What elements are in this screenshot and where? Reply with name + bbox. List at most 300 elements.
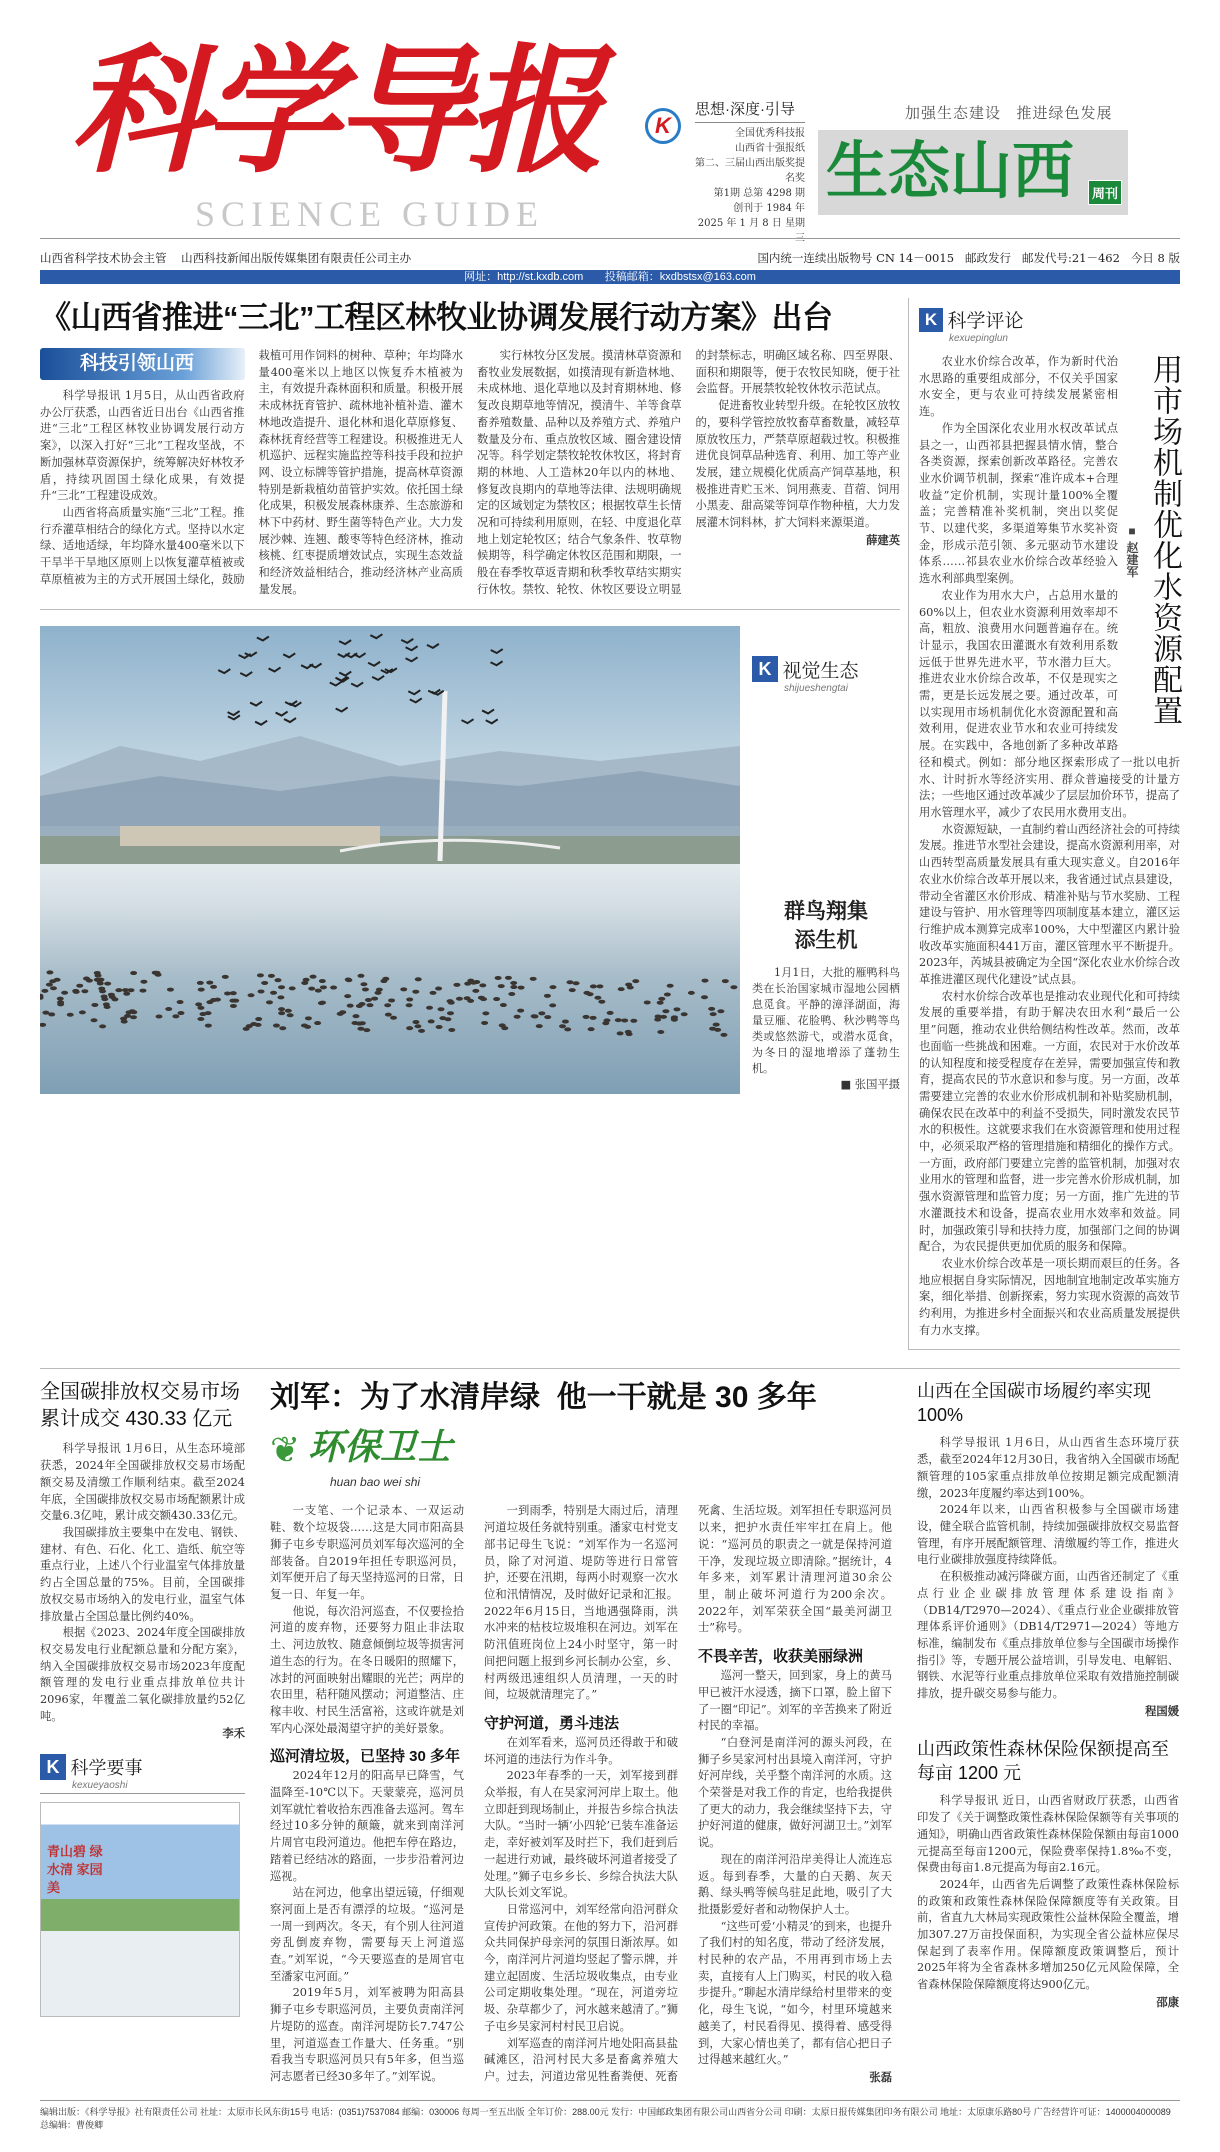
water-bird xyxy=(206,980,213,984)
feature-headline: 刘军：为了水清岸绿 他一干就是 30 多年 xyxy=(270,1381,817,1415)
footer-divider xyxy=(40,2100,1180,2101)
paragraph: 农业水价综合改革，作为新时代治水思路的重要组成部分，不仅关乎国家水安全，更与农业可持续发展紧密相连。 xyxy=(919,355,1118,419)
byline: 李禾 xyxy=(222,1726,245,1741)
water-bird xyxy=(436,1024,443,1028)
water-bird xyxy=(564,1027,571,1031)
water-bird xyxy=(91,1018,98,1022)
water-bird xyxy=(67,1012,74,1016)
water-bird xyxy=(722,979,729,983)
water-bird xyxy=(197,980,204,984)
water-bird xyxy=(230,991,237,995)
water-bird xyxy=(630,1018,637,1022)
water-bird xyxy=(569,988,576,992)
water-bird xyxy=(621,1018,628,1022)
water-bird xyxy=(91,1002,98,1006)
water-bird xyxy=(720,1032,727,1036)
water-bird xyxy=(447,1011,454,1015)
water-bird xyxy=(464,981,471,985)
water-bird xyxy=(81,989,88,993)
honors-list xyxy=(690,126,805,246)
water-bird xyxy=(390,1015,397,1019)
water-bird xyxy=(671,1017,678,1021)
masthead-logo: 科学导报 xyxy=(70,36,599,189)
water-bird xyxy=(154,970,161,974)
paragraph: 2024年以来，山西省积极参与全国碳市场建设，健全联合监管机制，持续加强碳排放权交易监督管理，有序开展配额管理、清缴履约等工作，推进火电行业碳排放强度持续降低。 xyxy=(917,1503,1179,1567)
water-bird xyxy=(625,1029,632,1033)
water-bird xyxy=(536,1024,543,1028)
water-bird xyxy=(573,981,580,985)
paragraph: 促进畜牧业转型升级。在轮牧区放牧的，要科学管控放牧畜草畜数量，减轻草原放牧压力，严禁草原超载过牧。积极推进优良饲草品种选育、利用、加工等产业发展，建立规模化优质高产饲草基地，积极推进青贮玉米、饲用燕麦、苜蓿、饲用小黑麦、甜高粱等饲草作物种植，大力发展灌木饲料林，扩大饲料来源渠道。 xyxy=(695,399,900,530)
paragraph: 农村水价综合改革也是推动农业现代化和可持续发展的重要举措，有助于解决农田水利“最后一公里”问题，推动农业供给侧结构性改革。然而，改革也面临一些挑战和困难。一方面，农民对于水价改革的认知程度和接受程度存在差异，需要加强宣传和教育，提高农民的节水意识和参与度。另一方面，改革需要建立完善的农业水价形成机制和补贴奖励机制，确保农民在改革中的利益不受损失，同时激发农民节水的积极性。这就要求我们在水资源管理和使用过程中，必须采取严格的管理措施和精细化的操作方式。一方面，政府部门要建立完善的监管机制，加强对农业用水的管理和监督，进一步完善水价形成机制，加强水资源管理和监管力度；另一方面，推广先进的节水灌溉技术和设备，提高农业用水效率和效益。同时，加强政策引导和扶持力度，加强部门之间的协调配合，为农民提供更加优质的服务和保障。 xyxy=(919,989,1180,1254)
water-bird xyxy=(655,1014,662,1018)
masthead-divider xyxy=(40,238,1180,239)
water-bird xyxy=(345,978,352,982)
water-bird xyxy=(365,997,372,1001)
water-bird xyxy=(257,973,264,977)
honor-line: 全国优秀科技报 xyxy=(735,128,805,139)
email-link[interactable]: 投稿邮箱：kxdbstsx@163.com xyxy=(604,271,756,283)
water-bird xyxy=(566,980,573,984)
website-link[interactable]: 网址：http://st.kxdb.com xyxy=(464,271,584,283)
water-bird xyxy=(657,1030,664,1034)
water-bird xyxy=(314,1021,321,1025)
section-label-commentary xyxy=(919,306,1180,344)
water-bird xyxy=(301,1023,308,1027)
water-bird xyxy=(380,979,387,983)
water-bird xyxy=(400,987,407,991)
water-bird xyxy=(426,1005,433,1009)
water-bird xyxy=(359,1021,366,1025)
water-bird xyxy=(508,992,515,996)
contact-bar xyxy=(40,270,1180,284)
water-bird xyxy=(351,1021,358,1025)
water-bird xyxy=(210,998,217,1002)
byline: 张磊 xyxy=(869,2069,892,2084)
footer-info: 编辑出版：《科学导报》社有限责任公司 社址：太原市长风东街15号 电话：(0351)7537084 邮编：030006 每周一至五出版 全年订价：288.00元 发行：中国邮政集团有限公司山西省分公司 印刷：太原日报传媒集团印务有限公司 地址：太原康乐路80号 广告经营许可证：1400004000089 总编辑：曹俊卿 xyxy=(40,2106,1171,2130)
flying-bird xyxy=(255,720,267,724)
left-column xyxy=(40,1379,245,2085)
water-bird xyxy=(453,982,460,986)
water-bird xyxy=(662,1009,669,1013)
section-label-briefs xyxy=(40,1754,245,1794)
water-bird xyxy=(195,1002,202,1006)
paragraph: 2024年12月的阳高早已降雪，气温降至-10℃以下。天蒙蒙亮，巡河员刘军就忙着收拾东西准备去巡河。驾车经过10多分钟的颠簸，就来到南洋河片周官屯段河道边。他把车停在路边，踏着已经结冰的路面，一步步沿着河边巡视。 xyxy=(270,1769,464,1883)
photo-title xyxy=(752,897,900,955)
water-bird xyxy=(607,1010,614,1014)
subsection-title: 巡河清垃圾，已坚持 30 多年 xyxy=(270,1748,461,1766)
flying-bird xyxy=(240,672,252,676)
water-bird xyxy=(278,985,285,989)
water-bird xyxy=(255,1022,262,1026)
flying-bird xyxy=(351,682,363,686)
briefs-thumbnail[interactable] xyxy=(40,1802,240,2017)
water-bird xyxy=(167,987,174,991)
photo-credit: ■ 张国平摄 xyxy=(840,1077,900,1091)
water-bird xyxy=(177,1000,184,1004)
water-bird xyxy=(590,1015,597,1019)
water-bird xyxy=(101,997,108,1001)
headline-line: 全国碳排放权交易市场 xyxy=(40,1381,240,1404)
water-bird xyxy=(95,973,102,977)
water-bird xyxy=(717,1009,724,1013)
flying-bird xyxy=(491,661,503,665)
commentary-box xyxy=(908,298,1180,1350)
lead-article-body xyxy=(40,348,900,599)
water-bird xyxy=(544,993,551,997)
water-bird xyxy=(456,996,463,1000)
water-bird xyxy=(714,1027,721,1031)
paragraph: “这些可爱‘小精灵’的到来，也提升了我们村的知名度，带动了经济发展，村民种的农产品，不用再到市场上去卖，直接有人上门购买，村民的收入稳步提升。”聊起水清岸绿给村里带来的变化，母生飞说，“如今，村里环境越来越美了，村民看得见、摸得着、感受得到，大家心情也美了，都有信心把日子过得越来越红火。” xyxy=(698,1919,892,2067)
paragraph: 科学导报讯 1月6日，从生态环境部获悉，2024年全国碳排放权交易市场配额交易及清缴工作顺利结束。截至2024年底，全国碳排放权交易市场配额累计成交量6.3亿吨，累计成交额430.33亿元。 xyxy=(40,1442,245,1523)
water-bird xyxy=(50,986,57,990)
water-bird xyxy=(319,979,326,983)
water-bird xyxy=(178,1011,185,1015)
water-bird xyxy=(596,984,603,988)
water-bird xyxy=(46,970,53,974)
water-bird xyxy=(352,1014,359,1018)
water-bird xyxy=(430,990,437,994)
section-label-visual xyxy=(752,656,900,694)
water-bird xyxy=(667,983,674,987)
water-bird xyxy=(197,1017,204,1021)
water-bird xyxy=(500,1003,507,1007)
water-bird xyxy=(76,983,83,987)
water-bird xyxy=(79,1010,86,1014)
paragraph: 2019年5月，刘军被聘为阳高县狮子屯乡专职巡河员，主要负责南洋河片堤防的巡查。南洋河堤防长7.747公里，河道巡查工作量大、任务重。“别看我当专职巡河员只有5年多，但当巡河志愿者已经30多年了。”刘军说。 xyxy=(270,1986,464,2083)
water-bird xyxy=(57,996,64,1000)
flying-bird xyxy=(427,643,439,647)
water-bird xyxy=(115,988,122,992)
water-bird xyxy=(625,982,632,986)
photo-side xyxy=(752,626,900,1094)
water-bird xyxy=(130,971,137,975)
section-title: 视觉生态 xyxy=(782,660,859,682)
right-column xyxy=(917,1379,1179,2085)
water-bird xyxy=(588,1027,595,1031)
flying-bird xyxy=(410,698,422,702)
water-bird xyxy=(673,1007,680,1011)
water-bird xyxy=(505,975,512,979)
flying-bird xyxy=(406,657,418,661)
flying-bird xyxy=(339,640,351,644)
slogan: 思想·深度·引导 xyxy=(695,98,805,123)
flying-bird xyxy=(336,707,348,711)
water-bird xyxy=(538,1011,545,1015)
flying-bird xyxy=(218,669,230,673)
leaf-icon: ❦ xyxy=(270,1430,301,1472)
feature-column xyxy=(270,1379,892,2085)
subsection-title: 不畏辛苦，收获美丽绿洲 xyxy=(698,1648,864,1666)
water-bird xyxy=(479,983,486,987)
water-bird xyxy=(412,989,419,993)
commentary-title: 用市场机制优化水资源配置 xyxy=(1148,354,1181,726)
paragraph: 站在河边，他拿出望远镜，仔细观察河面上是否有漂浮的垃圾。“巡河是一周一到两次。冬天，有个别人往河道旁乱倒废弃物，需要每天上河道巡查。”刘军说，“今天要巡查的是周官屯至潘家屯河面。” xyxy=(270,1886,464,1983)
byline: 薛建英 xyxy=(866,532,900,547)
flying-bird xyxy=(228,711,240,715)
flying-bird xyxy=(301,664,313,668)
news1-headline: 山西在全国碳市场履约率实现 100% xyxy=(917,1381,1151,1426)
water-bird xyxy=(308,986,315,990)
water-bird xyxy=(615,1018,622,1022)
masthead-english: SCIENCE GUIDE xyxy=(195,194,544,234)
photo-row xyxy=(40,626,900,1094)
water-bird xyxy=(730,985,737,989)
water-bird xyxy=(258,989,265,993)
water-bird xyxy=(266,1000,273,1004)
flying-bird xyxy=(372,675,384,679)
bird-photo xyxy=(40,626,740,1094)
k-logo-icon: K xyxy=(752,656,778,682)
column-logo-text: 环保卫士 xyxy=(308,1427,453,1468)
water-bird xyxy=(549,1003,556,1007)
k-logo-icon: K xyxy=(40,1754,66,1780)
flying-bird xyxy=(276,711,288,715)
water-bird xyxy=(549,985,556,989)
water-bird xyxy=(140,979,147,983)
water-bird xyxy=(359,1002,366,1006)
water-bird xyxy=(701,995,708,999)
water-bird xyxy=(559,1024,566,1028)
flying-bird xyxy=(486,719,498,723)
water-bird xyxy=(587,992,594,996)
water-bird xyxy=(255,1017,262,1021)
water-bird xyxy=(337,1011,344,1015)
water-bird xyxy=(594,995,601,999)
flying-bird xyxy=(482,709,494,713)
paragraph: 2024年，山西省先后调整了政策性森林保险标的政策和政策性森林保险保障额度等有关政策。目前，省直九大林局实现政策性公益林保险全覆盖，增加307.27万亩投保面积，为实现全省公益林应保尽保起到了表率作用。保障额度政策调整后，预计2025年将为全省森林多增加250亿元风险保障，全省森林保险保障额度将达900亿元。 xyxy=(917,1877,1179,1992)
water-bird xyxy=(590,984,597,988)
edition-banner xyxy=(818,130,1128,215)
water-bird xyxy=(129,1009,136,1013)
k-logo-icon: K xyxy=(919,308,943,332)
water-bird xyxy=(530,976,537,980)
water-bird xyxy=(274,978,281,982)
water-bird xyxy=(439,1016,446,1020)
water-bird xyxy=(406,1026,413,1030)
water-bird xyxy=(301,981,308,985)
water-bird xyxy=(371,996,378,1000)
water-bird xyxy=(518,985,525,989)
commentary-author: ■ 赵建军 xyxy=(1125,524,1139,578)
paragraph: 他说，每次沿河巡查，不仅要捡拾河道的废弃物，还要努力阻止非法取土、河边放牧、随意倾倒垃圾等损害河道生态的行为。在冬日暖阳的照耀下，冰封的河面映射出耀眼的光芒；两岸的农田里，秸秆随风摆动；河道整洁、庄稼丰收、村民生活富裕，这或许就是刘军内心深处最渴望守护的美好景象。 xyxy=(270,1604,464,1735)
section-divider xyxy=(40,609,900,610)
water-bird xyxy=(83,976,90,980)
water-bird xyxy=(139,988,146,992)
photo-title-line: 添生机 xyxy=(794,928,858,952)
flying-bird xyxy=(406,646,418,650)
news2-headline: 山西政策性森林保险保额提高至每亩 1200 元 xyxy=(917,1739,1169,1784)
honor-line: 创刊于 1984 年 xyxy=(733,203,805,214)
paragraph: 作为全国深化农业用水权改革试点县之一，山西祁县把握县情水情，整合各类资源，探索创新改革路径。完善农业水价调节机制，探索“准许成本+合理收益”定价机制，实现计量100%全覆盖；完善精准补奖机制，突出以奖促节、以建代奖，多渠道筹集节水奖补资金，形成示范引领、多元驱动节水建设体系……祁县农业水价综合改革经验入选水利部典型案例。 xyxy=(919,421,1118,586)
water-bird xyxy=(414,1024,421,1028)
water-bird xyxy=(99,1024,106,1028)
carbon-headline xyxy=(40,1379,245,1433)
water-bird xyxy=(40,1022,46,1026)
byline: 程国媛 xyxy=(1145,1703,1179,1718)
water-bird xyxy=(448,1027,455,1031)
paragraph: 刘军巡查的南洋河片地处阳高县盐碱滩区，沿河村民大多是畜禽养殖大户。过去，河道边常见牲畜粪便、死畜死禽、生活垃圾。刘军担任专职巡河员以来，把护水责任牢牢扛在肩上。他说：“巡河员的职责之一就是保持河道干净，发现垃圾立即清除。”据统计，4年多来，刘军累计清理河道30余公里，制止破坏河道行为200余次。2022年，刘军荣获全国“最美河湖卫士”称号。 xyxy=(484,1504,892,2083)
water-bird xyxy=(517,1008,524,1012)
headline-line: 累计成交 430.33 亿元 xyxy=(40,1408,233,1431)
lead-area xyxy=(40,298,900,1350)
thumbnail-text: 青山碧 绿水清 家园美 xyxy=(47,1844,103,1896)
water-bird xyxy=(285,1008,292,1012)
water-bird xyxy=(277,995,284,999)
water-bird xyxy=(644,1000,651,1004)
water-bird xyxy=(278,1011,285,1015)
water-bird xyxy=(357,973,364,977)
water-bird xyxy=(41,988,48,992)
water-bird xyxy=(205,1011,212,1015)
section-banner-keji xyxy=(40,348,245,380)
water-bird xyxy=(205,1023,212,1027)
water-bird xyxy=(658,996,665,1000)
water-bird xyxy=(243,1026,250,1030)
water-bird xyxy=(127,988,134,992)
water-bird xyxy=(344,994,351,998)
flying-bird xyxy=(401,638,413,642)
water-bird xyxy=(618,987,625,991)
water-bird xyxy=(482,1011,489,1015)
water-bird xyxy=(415,977,422,981)
water-bird xyxy=(688,990,695,994)
water-bird xyxy=(510,985,517,989)
top-section xyxy=(40,298,1180,1350)
column-logo-pinyin: huan bao wei shi xyxy=(330,1475,421,1490)
photo-title-line: 群鸟翔集 xyxy=(784,899,868,923)
paper-logo-icon: K xyxy=(645,108,681,144)
water-bird xyxy=(406,997,413,1001)
section-banner-label: 科技引领山西 xyxy=(80,353,195,374)
masthead xyxy=(0,0,1220,290)
paragraph: 农业作为用水大户，占总用水量的60%以上，但农业水资源利用效率却不高，粗放、浪费用水问题普遍存在。统计显示，我国农田灌溉水有效利用系数远低于世界先进水平，节水潜力巨大。推进农业水价综合改革，不仅是现实之需，更是长远发展之要。通过改革，可以实现用市场机制优化水资源配置和高效利用，促进农业节水和农业可持续发展。在实践中，各地创新了多种改革路径和模式。例如：部分地区探索形成了一批以电折水、计时折水等经济实用、群众普遍接受的计量方法；一些地区通过改革减少了层层加价环节，提高了用水管理水平，减少了农民用水费用支出。 xyxy=(919,588,1180,819)
water-bird xyxy=(57,1000,64,1004)
paragraph: 科学导报讯 1月5日，从山西省政府办公厅获悉，山西省近日出台《山西省推进“三北”工程区林牧业协调发展行动方案》，以深入打好“三北”工程攻坚战，不断加强林草资源保护，统筹解决好林牧矛盾，持续巩固国土绿化成果，有效提升“三北”工程建设成效。 xyxy=(40,389,245,503)
flying-bird xyxy=(257,636,269,640)
lead-headline: 《山西省推进“三北”工程区林牧业协调发展行动方案》出台 xyxy=(40,300,833,335)
water-bird xyxy=(531,1014,538,1018)
water-bird xyxy=(120,1016,127,1020)
flying-bird xyxy=(408,690,420,694)
water-bird xyxy=(428,1019,435,1023)
water-bird xyxy=(472,988,479,992)
photo-scene xyxy=(40,626,740,1094)
water-bird xyxy=(435,986,442,990)
water-bird xyxy=(498,984,505,988)
water-bird xyxy=(360,982,367,986)
water-bird xyxy=(273,1023,280,1027)
water-bird xyxy=(598,999,605,1003)
water-bird xyxy=(375,990,382,994)
edition-motto: 加强生态建设 推进绿色发展 xyxy=(905,105,1113,122)
water-bird xyxy=(319,1000,326,1004)
water-bird xyxy=(708,1006,715,1010)
water-bird xyxy=(99,989,106,993)
water-bird xyxy=(562,1019,569,1023)
paragraph: 科学导报讯 1月6日，从山西省生态环境厅获悉，截至2024年12月30日，我省纳入全国碳市场配额管理的105家重点排放单位按期足额完成配额清缴，2023年度履约率达到100%。 xyxy=(917,1436,1179,1500)
water-bird xyxy=(230,1004,237,1008)
flying-bird xyxy=(462,719,474,723)
honor-line: 山西省十强报纸 xyxy=(735,143,805,154)
paragraph: 在积极推动减污降碳方面，山西省还制定了《重点行业企业碳排放管理体系建设指南》（DB14/T2970—2024）、《重点行业企业碳排放管理体系评价通则》（DB14/T2971—2024）等地方标准，编制发布《重点排放单位参与全国碳市场操作指引》等，专题开展公益培训，引导发电、电解铝、钢铁、水泥等行业重点排放单位采取有效措施控制碳排放，提升碳交易参与能力。 xyxy=(917,1570,1179,1701)
flying-bird xyxy=(339,671,351,675)
bottom-section xyxy=(40,1368,1180,2085)
flying-bird xyxy=(283,653,295,657)
water-bird xyxy=(363,1028,370,1032)
water-bird xyxy=(49,979,56,983)
water-bird xyxy=(48,1012,55,1016)
paragraph: 在刘军看来，巡河员还得敢于和破坏河道的违法行为作斗争。 xyxy=(484,1735,678,1766)
publisher-info: 山西省科学技术协会主管 山西科技新闻出版传媒集团有限责任公司主办 xyxy=(40,251,412,265)
flying-bird xyxy=(370,634,382,638)
water-bird xyxy=(710,1012,717,1016)
water-bird xyxy=(632,979,639,983)
water-bird xyxy=(197,1005,204,1009)
paragraph: 现在的南洋河沿岸美得让人流连忘返。每到春季，大量的白天鹅、灰天鹅、绿头鸭等候鸟驻足此地，吸引了大批摄影爱好者和动物保护人士。 xyxy=(698,1852,892,1916)
section-pinyin: shijueshengtai xyxy=(784,682,848,694)
water-bird xyxy=(222,974,229,978)
water-bird xyxy=(172,1014,179,1018)
honor-line: 2025 年 1 月 8 日 星期 xyxy=(697,218,805,229)
water-bird xyxy=(289,986,296,990)
weekly-badge: 周刊 xyxy=(1088,180,1122,205)
water-bird xyxy=(287,1013,294,1017)
paragraph: 我国碳排放主要集中在发电、钢铁、建材、有色、石化、化工、造纸、航空等重点行业，上述八个行业温室气体排放量约占全国总量的75%。目前，全国碳排放权交易市场纳入的发电行业，温室气体排放量占全国总量比例约40%。 xyxy=(40,1526,245,1623)
water-bird xyxy=(501,1026,508,1030)
water-bird xyxy=(156,1014,163,1018)
paragraph: 水资源短缺，一直制约着山西经济社会的可持续发展。推进节水型社会建设，提高水资源利用率，对山西转型高质量发展具有重大现实意义。自2016年农业水价综合改革开展以来，我省通过试点县建设，带动全省灌区水价形成、精准补贴与节水奖励、工程建设与管护、用水管理等四项制度基本建立，灌区运行维护成本测算完成率100%，大中型灌区内累计验收改革实施面积441万亩，灌区管理水平不断提升。2023年，芮城县被确定为全国“深化农业水价综合改革推进灌区现代化建设”试点县。 xyxy=(919,822,1180,987)
column-logo-huanbao xyxy=(270,1425,460,1495)
water-bird xyxy=(480,997,487,1001)
byline: 邵康 xyxy=(1156,1994,1179,2009)
flying-bird xyxy=(491,649,503,653)
water-bird xyxy=(94,977,101,981)
water-bird xyxy=(165,1007,172,1011)
water-bird xyxy=(61,990,68,994)
commentary-title-block xyxy=(1124,354,1180,754)
water-bird xyxy=(248,993,255,997)
section-title: 科学评论 xyxy=(947,311,1024,332)
water-bird xyxy=(97,981,104,985)
water-bird xyxy=(279,1026,286,1030)
paragraph: 日常巡河中，刘军经常向沿河群众宣传护河政策。在他的努力下，沿河群众共同保护母亲河的氛围日渐浓厚。如今，南洋河片河道均竖起了警示牌，并建立起固废、生活垃圾收集点，由专业公司定期收集处理。“现在，河道旁垃圾、杂草都少了，河水越来越清了。”狮子屯乡吴家河村村民卫启说。 xyxy=(484,1902,678,2033)
paragraph: 山西省将高质量实施“三北”工程。推行乔灌草相结合的绿化方式。坚持以水定绿、适地适绿，年均降水量400毫米以下干旱半干旱地区原则上以恢复灌草植被或草原植被为主的方式开展国土绿化，鼓励栽植可用作饲料的树种、草种；年均降水量400毫米以上地区以恢复乔木植被为主，有效提升森林面积和质量。积极开展未成林抚育管护、疏林地补植补造、灌木林地改造提升、退化林和退化草原修复、森林抚育经营等工程建设。积极推进无人机巡护、远程实施监控等科技手段和拉护网、设立标牌等管护措施，提高林草资源特别是新栽植幼苗管护实效。依托国土绿化成果，积极发展森林康养、生态旅游和林下中药材、野生菌等特色产业。大力发展沙棘、连翘、酸枣等特色经济林，推动核桃、红枣提质增效试点，实现生态效益和经济效益相结合，推动经济林产业高质量发展。 xyxy=(40,349,463,596)
honor-line: 第1期 总第 4298 期 xyxy=(713,188,805,199)
flying-bird xyxy=(269,667,281,671)
flying-bird xyxy=(428,689,440,693)
water-bird xyxy=(305,1016,312,1020)
water-bird xyxy=(418,1028,425,1032)
water-bird xyxy=(514,1014,521,1018)
water-bird xyxy=(583,1014,590,1018)
paragraph: 根据《2023、2024年度全国碳排放权交易发电行业配额总量和分配方案》，纳入全国碳排放权交易市场2023年度配额管理的发电行业重点排放单位共计2096家，年覆盖二氧化碳排放量约52亿吨。 xyxy=(40,1626,245,1723)
water-bird xyxy=(310,974,317,978)
flying-bird xyxy=(330,681,342,685)
paragraph: 实行林牧分区发展。摸清林草资源和畜牧业发展数据，如摸清现有新造林地、未成林地、退化草地以及封育期林地、修复改良期草地等情况，摸清牛、羊等食草畜养殖数量、品种以及养殖方式、养殖户数量及分布、重点放牧区域、圈舍建设情况等。科学划定禁牧轮牧休牧区，将封育期的林地、人工造林20年以内的林地、修复改良期内的草地等法律、法规明确规定的区域划定为禁牧区；根据牧草生长情况和可持续利用原则，在轻、中度退化草地上划定轮牧区；结合气象条件、牧草物候期等，科学确定休牧区范围和期限，一般在春季牧草返青期和秋季牧草结实期实行休牧。禁牧、轮牧、休牧区要设立明显的封禁标志，明确区域名称、四至界限、面积和期限等，便于农牧民知晓，便于社会监督。开展禁牧轮牧休牧示范试点。 xyxy=(477,349,900,596)
water-bird xyxy=(320,985,327,989)
paragraph: 2023年春季的一天，刘军接到群众举报，有人在吴家河河岸上取土。他立即赶到现场制止，并报告乡综合执法大队。“当时一辆‘小四轮’已装车准备运走，幸好被刘军及时拦下，我们赶到后一起进行劝诫，最终破坏河道者接受了处理。”狮子屯乡乡长、乡综合执法大队大队长刘文军说。 xyxy=(484,1769,678,1900)
water-bird xyxy=(104,1005,111,1009)
water-bird xyxy=(46,982,53,986)
water-bird xyxy=(330,985,337,989)
paragraph: 一支笔、一个记录本、一双运动鞋、数个垃圾袋……这是大同市阳高县狮子屯乡专职巡河员刘军每次巡河的全部装备。自2019年担任专职巡河员，刘军便开启了每天坚持巡河的日常，日复一日、年复一年。 xyxy=(270,1504,464,1601)
water-bird xyxy=(210,984,217,988)
water-bird xyxy=(388,998,395,1002)
water-bird xyxy=(602,1021,609,1025)
water-bird xyxy=(467,998,474,1002)
water-bird xyxy=(681,1012,688,1016)
paragraph: “白登河是南洋河的源头河段，在狮子乡吴家河村出县境入南洋河，守护好河岸线，关乎整个南洋河的水质。这个荣誉是对我工作的肯定，也给我提供了更大的动力，我会继续坚持下去，守护好河道的健康，做好河湖卫士。”刘军说。 xyxy=(698,1735,892,1850)
